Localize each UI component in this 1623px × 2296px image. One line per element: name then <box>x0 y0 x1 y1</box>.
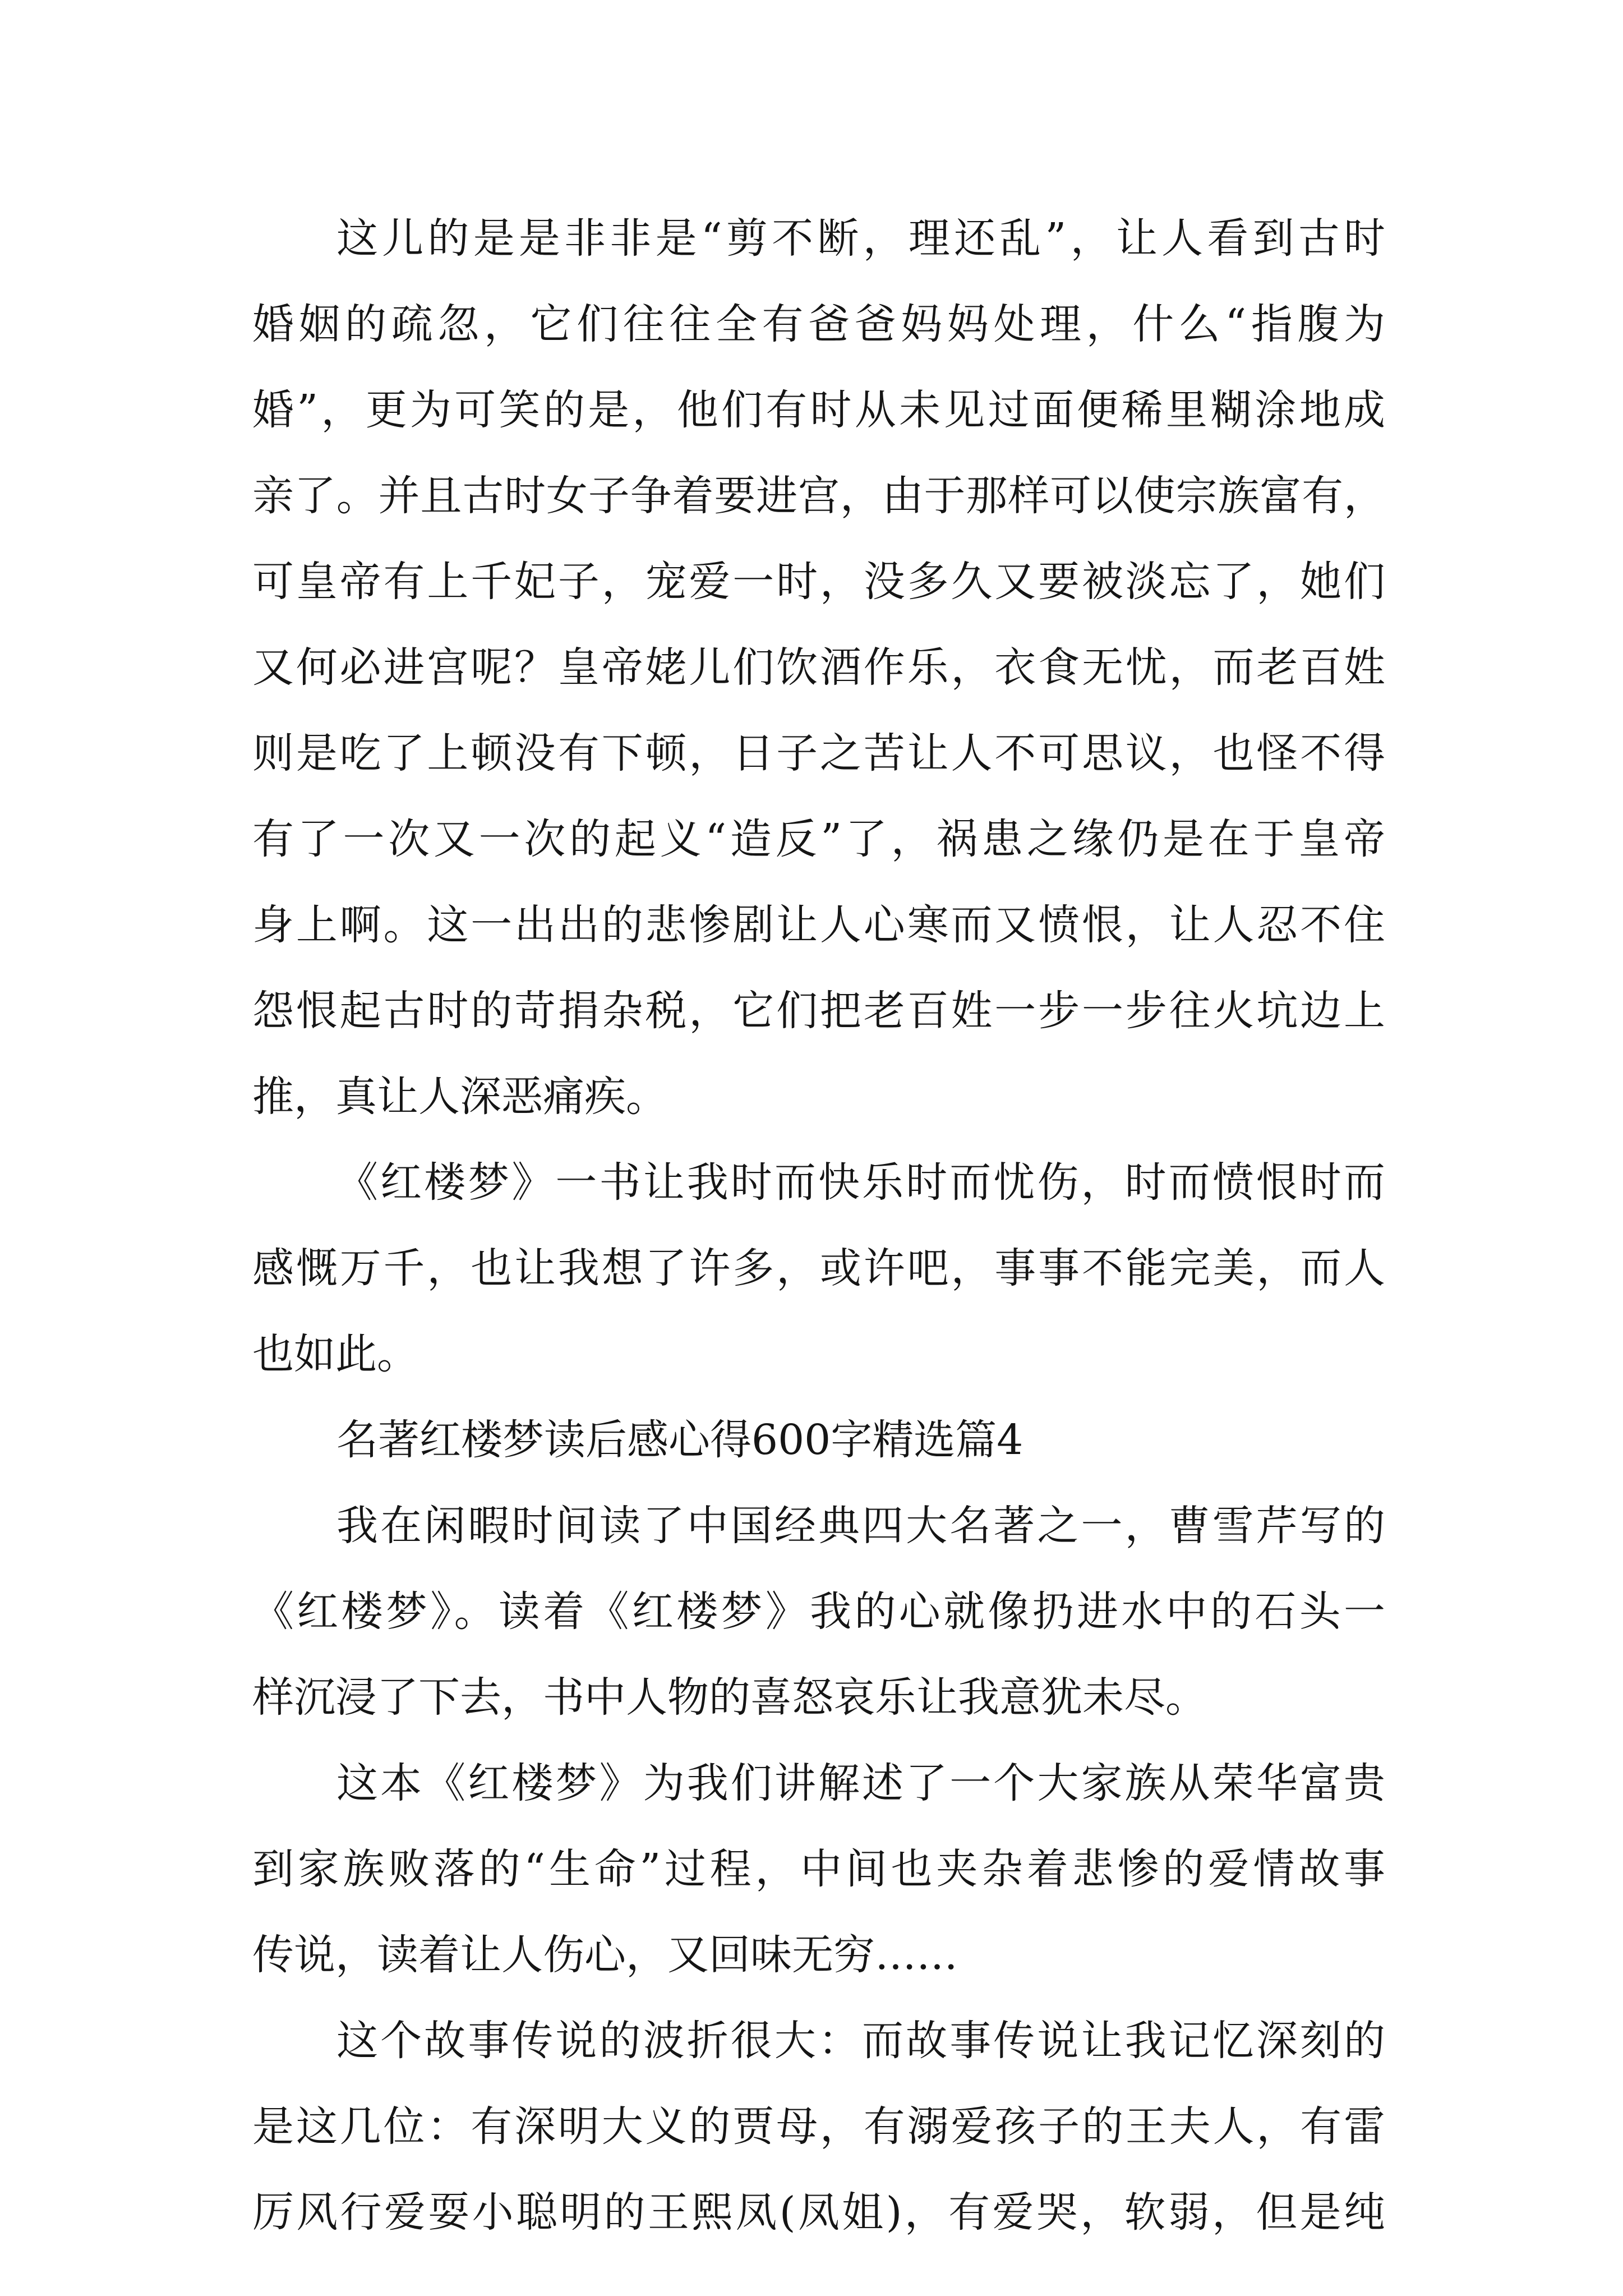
text-line: 这个故事传说的波折很大：而故事传说让我记忆深刻的 <box>336 2017 1385 2065</box>
text-line: 又何必进宫呢？皇帝姥儿们饮酒作乐，衣食无忧，而老百姓 <box>252 643 1385 692</box>
text-line: 婚”，更为可笑的是，他们有时从未见过面便稀里糊涂地成 <box>252 386 1385 434</box>
text-line: 这儿的是是非非是“剪不断，理还乱”，让人看到古时 <box>336 214 1385 263</box>
section-heading: 名著红楼梦读后感心得600字精选篇4 <box>336 1416 1023 1464</box>
text-line: 样沉浸了下去，书中人物的喜怒哀乐让我意犹未尽。 <box>252 1673 1207 1722</box>
text-line: 是这几位：有深明大义的贾母，有溺爱孩子的王夫人，有雷 <box>252 2102 1385 2151</box>
text-line: 我在闲暇时间读了中国经典四大名著之一，曹雪芹写的 <box>336 1502 1385 1550</box>
text-line: 厉风行爱耍小聪明的王熙凤(凤姐)，有爱哭，软弱，但是纯 <box>252 2188 1385 2237</box>
text-line: 则是吃了上顿没有下顿，日子之苦让人不可思议，也怪不得 <box>252 729 1385 777</box>
text-line: 感慨万千，也让我想了许多，或许吧，事事不能完美，而人 <box>252 1244 1385 1292</box>
text-line: 婚姻的疏忽，它们往往全有爸爸妈妈处理，什么“指腹为 <box>252 300 1385 348</box>
text-line: 也如此。 <box>252 1330 418 1378</box>
text-line: 亲了。并且古时女子争着要进宫，由于那样可以使宗族富有， <box>252 472 1385 520</box>
text-line: 推，真让人深恶痛疾。 <box>252 1073 667 1121</box>
text-line: 《红楼梦》。读着《红楼梦》我的心就像扔进水中的石头一 <box>252 1588 1385 1636</box>
text-line: 这本《红楼梦》为我们讲解述了一个大家族从荣华富贵 <box>336 1759 1385 1807</box>
text-line: 到家族败落的“生命”过程，中间也夹杂着悲惨的爱情故事 <box>252 1845 1385 1893</box>
text-line: 《红楼梦》一书让我时而快乐时而忧伤，时而愤恨时而 <box>336 1158 1385 1207</box>
text-line: 可皇帝有上千妃子，宠爱一时，没多久又要被淡忘了，她们 <box>252 558 1385 606</box>
text-line: 有了一次又一次的起义“造反”了，祸患之缘仍是在于皇帝 <box>252 815 1385 863</box>
text-line: 身上啊。这一出出的悲惨剧让人心寒而又愤恨，让人忍不住 <box>252 901 1385 949</box>
text-line: 传说，读着让人伤心，又回味无穷…… <box>252 1931 958 1979</box>
text-line: 怨恨起古时的苛捐杂税，它们把老百姓一步一步往火坑边上 <box>252 987 1385 1035</box>
